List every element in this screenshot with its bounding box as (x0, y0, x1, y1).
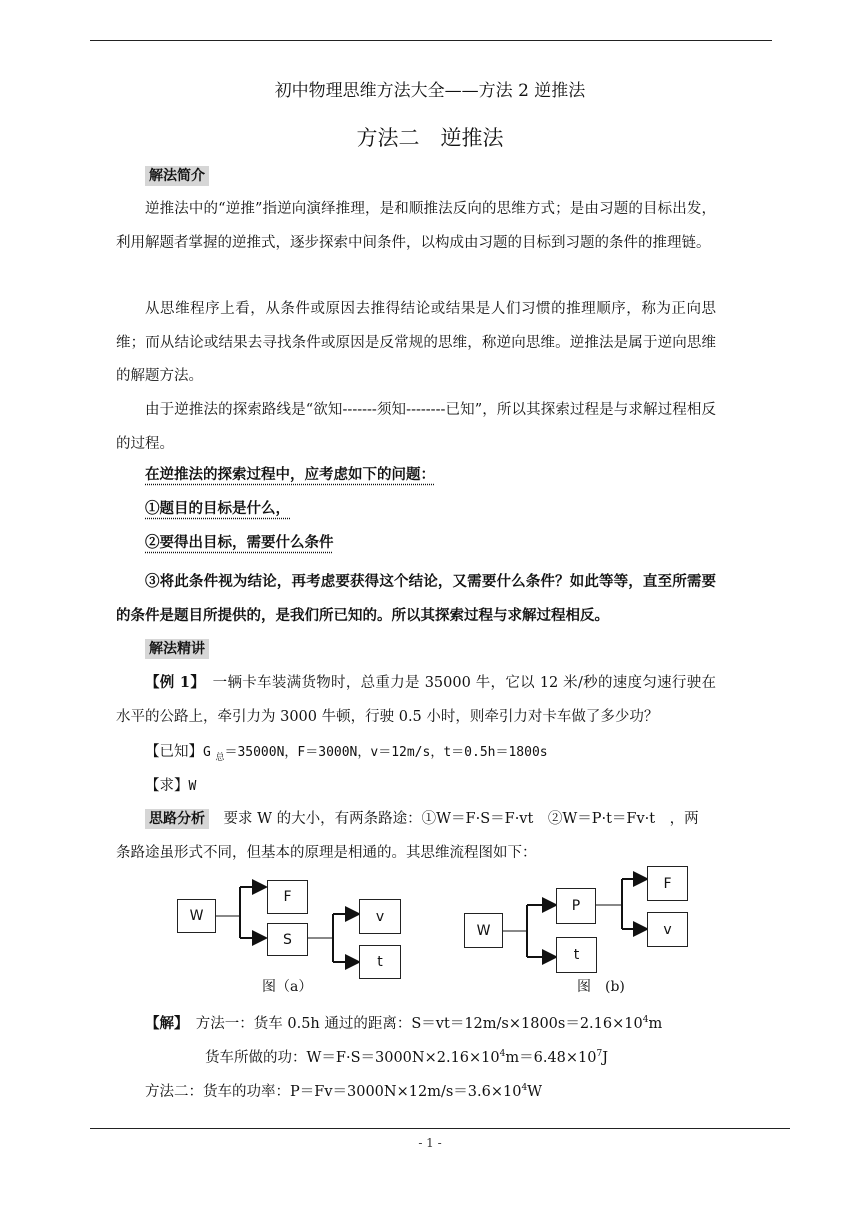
solution-line-3 (145, 1080, 542, 1101)
diagram-b-box-p: P (556, 888, 596, 924)
method-1b-exponent-1: 4 (499, 1049, 506, 1059)
section-heading: 方法二 逆推法 (356, 126, 504, 150)
analysis-text-1: 要求 W 的大小，有两条路途：①W＝F·S＝F·vt ②W＝P·t＝Fv·t ，两 (223, 811, 699, 827)
diagram-b-box-w: W (464, 913, 503, 948)
method-2-unit: W (527, 1084, 543, 1100)
intro-paragraph-2: 从思维程序上看，从条件或原因去推得结论或结果是人们习惯的推理顺序，称为正向思维；而从结论或结果去寻找条件或原因是反常规的思维，称逆向思维。逆推法是属于逆向思维的解题方法。 (116, 301, 716, 384)
intro-paragraph-1: 逆推法中的“逆推”指逆向演绎推理，是和顺推法反向的思维方式；是由习题的目标出发，利用解题者掌握的逆推式，逐步探索中间条件，以构成由习题的目标到习题的条件的推理链。 (116, 201, 716, 251)
method-tag-wrapper (145, 638, 209, 659)
known-values: ＝35000N，F＝3000N，v＝12m/s，t＝0.5h＝1800s (224, 745, 548, 760)
example-text: 一辆卡车装满货物时，总重力是 35000 牛，它以 12 米/秒的速度匀速行驶在水平的公路上，牵引力为 3000 牛顿，行驶 0.5 小时，则牵引力对卡车做了多少功？ (116, 675, 717, 725)
diagram-a-box-s: S (267, 923, 308, 956)
diagram-a-box-w: W (177, 899, 216, 933)
question-intro: 在逆推法的探索过程中，应考虑如下的问题： (145, 466, 435, 483)
method-1-exponent: 4 (642, 1015, 649, 1025)
solution-label: 【解】 (145, 1015, 182, 1032)
known-label: 【已知】 (145, 744, 203, 760)
diagram-a-box-t: t (359, 945, 401, 979)
seek-label: 【求】 (145, 778, 189, 794)
diagram-a-box-f: F (267, 880, 308, 914)
diagram-b-box-t: t (556, 937, 597, 973)
diagram-b-caption: 图 (b) (577, 979, 625, 995)
analysis-tag: 思路分析 (145, 809, 209, 829)
known-line (145, 740, 548, 763)
intro-paragraph-3: 由于逆推法的探索路线是“欲知-------须知--------已知”，所以其探索过程是与求解过程相反的过程。 (116, 402, 716, 452)
header-rule (90, 40, 772, 41)
analysis-line-2: 条路途虽形式不同，但基本的原理是相通的。其思维流程图如下： (116, 845, 537, 861)
page-number: - 1 - (418, 1136, 442, 1150)
document-title: 初中物理思维方法大全——方法 2 逆推法 (274, 81, 586, 101)
known-subscript: 总 (215, 752, 225, 763)
method-1-unit: m (648, 1016, 663, 1032)
method-1b-mid: m＝6.48×10 (505, 1050, 597, 1066)
diagram-a-caption: 图（a） (262, 979, 313, 995)
method-1b-text: 货车所做的功：W＝F·S＝3000N×2.16×10 (205, 1050, 500, 1066)
diagram-b-box-f: F (647, 866, 688, 901)
seek-line (145, 774, 196, 795)
solution-line-1 (145, 1012, 662, 1033)
known-g: G (203, 745, 211, 760)
method-2-exponent: 4 (521, 1083, 528, 1093)
example-1 (116, 666, 716, 734)
question-2: ②要得出目标，需要什么条件 (145, 534, 334, 551)
example-label: 【例 1】 (145, 674, 198, 691)
method-1b-exponent-2: 7 (596, 1049, 603, 1059)
footer-rule (90, 1128, 790, 1129)
method-1-text: 方法一：货车 0.5h 通过的距离：S＝vt＝12m/s×1800s＝2.16×10 (195, 1016, 643, 1032)
solution-line-2 (205, 1046, 608, 1067)
diagram-b-box-v: v (647, 912, 688, 947)
analysis-line-1 (145, 807, 699, 829)
method-tag: 解法精讲 (145, 639, 209, 659)
method-1b-unit: J (602, 1050, 609, 1066)
diagram-a-box-v: v (359, 899, 401, 934)
question-3: ③将此条件视为结论，再考虑要获得这个结论，又需要什么条件？如此等等，直至所需要的条件是题目所提供的，是我们所已知的。所以其探索过程与求解过程相反。 (116, 573, 716, 624)
method-2-text: 方法二：货车的功率：P＝Fv＝3000N×12m/s＝3.6×10 (145, 1084, 522, 1100)
intro-tag: 解法简介 (145, 166, 209, 186)
intro-tag-wrapper (145, 165, 209, 186)
question-1: ①题目的目标是什么， (145, 500, 290, 517)
seek-value: W (188, 779, 197, 794)
